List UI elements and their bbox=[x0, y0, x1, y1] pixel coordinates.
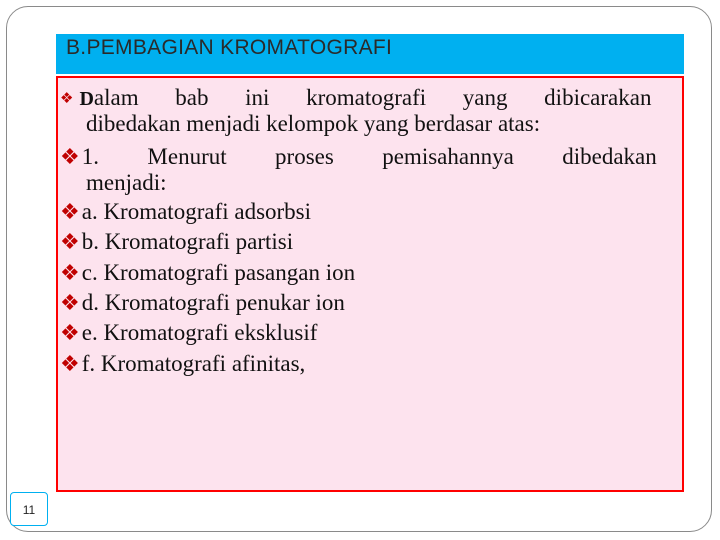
list-item-text: b. Kromatografi partisi bbox=[81, 229, 294, 254]
intro-text-line-1: alam bab ini kromatografi yang dibicarakan bbox=[93, 85, 652, 110]
list-item-text: f. Kromatografi afinitas, bbox=[81, 351, 306, 376]
list-item-text: e. Kromatografi eksklusif bbox=[81, 320, 318, 345]
diamond-cluster-bullet-icon: ❖ bbox=[60, 230, 80, 255]
list-item bbox=[60, 229, 668, 256]
list-item-text: d. Kromatografi penukar ion bbox=[81, 290, 345, 315]
list-item bbox=[60, 351, 668, 378]
point-1-line-1 bbox=[60, 144, 668, 171]
list-item bbox=[60, 290, 668, 317]
point-1-text-line-2: menjadi: bbox=[86, 170, 167, 195]
list-item bbox=[60, 260, 668, 287]
list-item-text: c. Kromatografi pasangan ion bbox=[81, 260, 356, 285]
list-item-text: a. Kromatografi adsorbsi bbox=[81, 199, 312, 224]
page-number: 11 bbox=[10, 492, 48, 526]
title-bar bbox=[56, 34, 684, 76]
slide-title: B.PEMBAGIAN KROMATOGRAFI bbox=[66, 36, 393, 59]
intro-text-line-2: dibedakan menjadi kelompok yang berdasar atas: bbox=[86, 111, 541, 136]
diamond-cluster-bullet-icon: ❖ bbox=[60, 200, 80, 225]
intro-line-1 bbox=[60, 85, 668, 112]
diamond-cluster-bullet-icon: ❖ bbox=[60, 145, 80, 170]
diamond-cluster-bullet-icon: ❖ bbox=[60, 291, 80, 316]
diamond-cluster-bullet-icon: ❖ bbox=[60, 321, 80, 346]
intro-initial: D bbox=[79, 88, 94, 110]
diamond-cluster-bullet-icon: ❖ bbox=[60, 89, 74, 107]
diamond-cluster-bullet-icon: ❖ bbox=[60, 352, 80, 377]
diamond-cluster-bullet-icon: ❖ bbox=[60, 261, 80, 286]
list-item bbox=[60, 199, 668, 226]
list-item bbox=[60, 320, 668, 347]
point-1-text-line-1: 1. Menurut proses pemisahannya dibedakan bbox=[81, 144, 657, 169]
